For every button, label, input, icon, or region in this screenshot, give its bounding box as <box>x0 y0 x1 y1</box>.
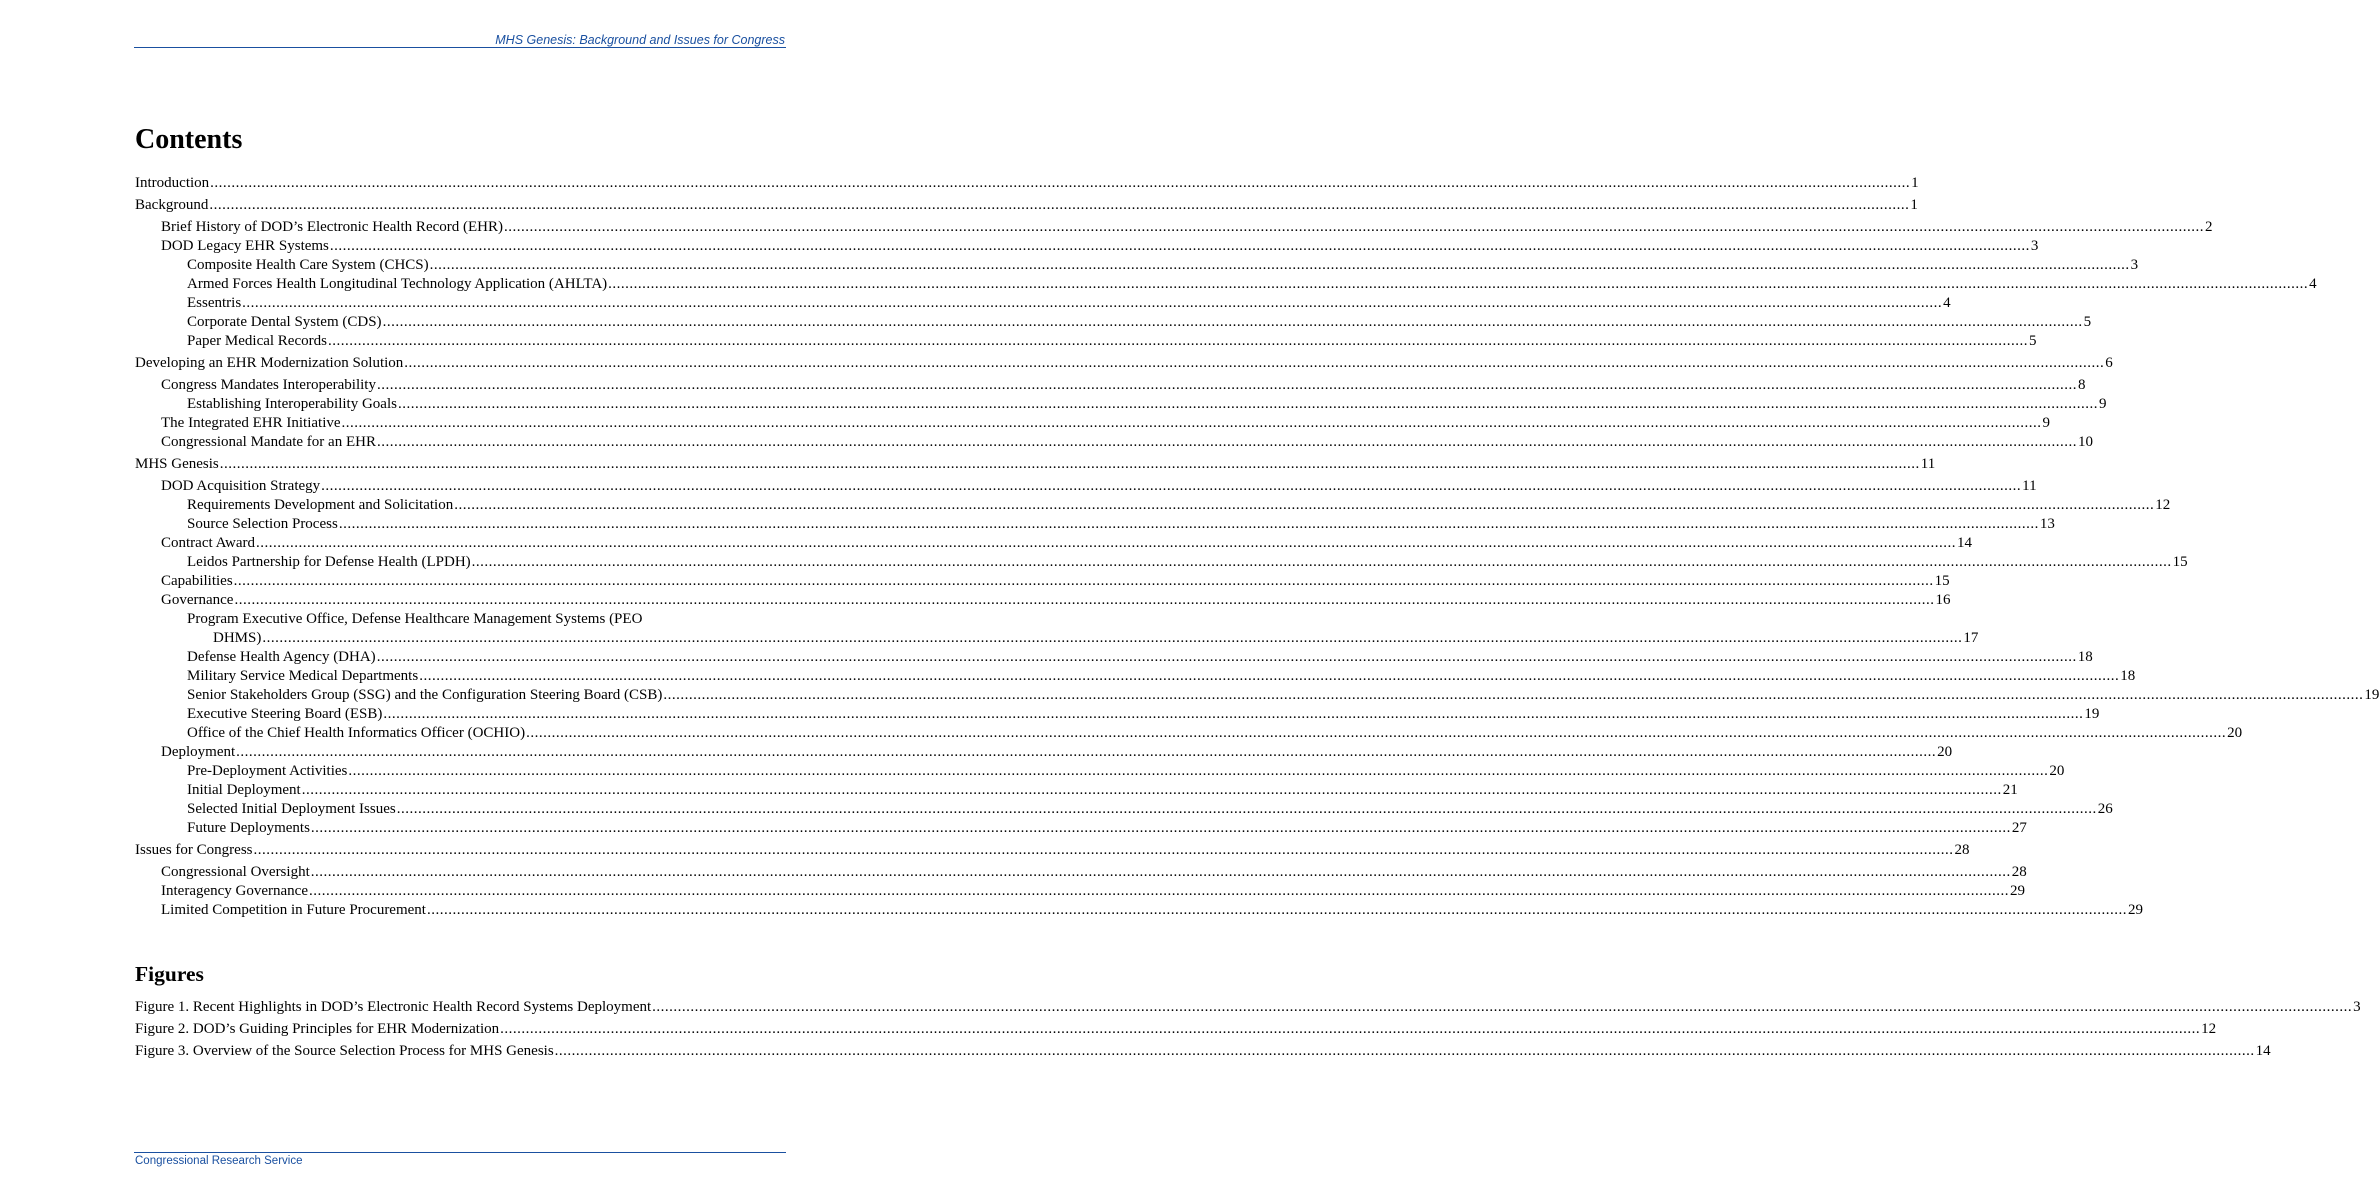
dot-leader: ................................................................................................................................................................................................................................................................................................................................................................................................................ <box>376 434 2077 450</box>
toc-entry-page[interactable]: 15 <box>2172 554 2188 570</box>
toc-entry-label[interactable]: Figure 3. Overview of the Source Selection Process for MHS Genesis <box>135 1043 554 1059</box>
toc-entry[interactable] <box>135 455 1936 474</box>
dot-leader: ................................................................................................................................................................................................................................................................................................................................................................................................................ <box>329 238 2030 254</box>
toc-entry[interactable] <box>135 313 2092 332</box>
toc-entry-page[interactable]: 10 <box>2077 434 2093 450</box>
dot-leader: ................................................................................................................................................................................................................................................................................................................................................................................................................ <box>500 1021 2201 1037</box>
dot-leader: ................................................................................................................................................................................................................................................................................................................................................................................................................ <box>397 396 2098 412</box>
toc-entry[interactable] <box>135 354 2113 373</box>
toc-entry[interactable] <box>135 275 2317 294</box>
toc-entry[interactable] <box>135 724 2243 743</box>
toc-entry-page[interactable]: 1 <box>1910 197 1918 213</box>
toc-entry-page[interactable]: 21 <box>2002 782 2018 798</box>
toc-entry-page[interactable]: 20 <box>2227 725 2243 741</box>
dot-leader: ................................................................................................................................................................................................................................................................................................................................................................................................................ <box>554 1043 2255 1059</box>
toc-entry-page[interactable]: 19 <box>2364 687 2379 703</box>
dot-leader: ................................................................................................................................................................................................................................................................................................................................................................................................................ <box>454 497 2155 513</box>
toc-entry-page[interactable]: 8 <box>2077 377 2086 393</box>
toc-entry-label[interactable]: Figure 2. DOD’s Guiding Principles for EHR Modernization <box>135 1021 500 1037</box>
toc-entry-label[interactable]: Program Executive Office, Defense Healthcare Management Systems (PEO <box>187 611 643 627</box>
dot-leader: ................................................................................................................................................................................................................................................................................................................................................................................................................ <box>382 314 2083 330</box>
toc-entry-page[interactable]: 3 <box>2030 238 2039 254</box>
dot-leader: ................................................................................................................................................................................................................................................................................................................................................................................................................ <box>253 842 1954 858</box>
toc-entry-label[interactable]: Congressional Oversight <box>161 864 310 880</box>
toc-entry[interactable] <box>135 395 2107 414</box>
toc-entry-label[interactable]: Limited Competition in Future Procurement <box>161 902 426 918</box>
footer-rule <box>134 1152 786 1153</box>
toc-entry-label[interactable]: Interagency Governance <box>161 883 308 899</box>
toc-entry-page[interactable]: 17 <box>1963 630 1979 646</box>
toc-entry-label[interactable]: Issues for Congress <box>135 842 253 858</box>
figure-entry[interactable] <box>135 998 2361 1017</box>
list-of-figures <box>135 998 2361 1064</box>
toc-entry-label[interactable]: Source Selection Process <box>187 516 338 532</box>
toc-entry-page[interactable]: 11 <box>2022 478 2037 494</box>
toc-entry-label[interactable]: Defense Health Agency (DHA) <box>187 649 376 665</box>
table-of-contents <box>135 174 2379 920</box>
toc-entry-page[interactable]: 20 <box>1937 744 1953 760</box>
toc-entry[interactable] <box>135 376 2086 395</box>
toc-entry-page[interactable]: 18 <box>2120 668 2136 684</box>
toc-entry-label[interactable]: The Integrated EHR Initiative <box>161 415 341 431</box>
dot-leader: ................................................................................................................................................................................................................................................................................................................................................................................................................ <box>426 902 2127 918</box>
dot-leader: ................................................................................................................................................................................................................................................................................................................................................................................................................ <box>310 864 2011 880</box>
toc-entry[interactable] <box>135 294 1951 313</box>
toc-entry-label[interactable]: Essentris <box>187 295 242 311</box>
toc-entry-label[interactable]: Capabilities <box>161 573 233 589</box>
toc-entry[interactable] <box>135 841 1970 860</box>
toc-entry-label[interactable]: Brief History of DOD’s Electronic Health Record (EHR) <box>161 219 503 235</box>
toc-entry-label[interactable]: Establishing Interoperability Goals <box>187 396 397 412</box>
toc-entry[interactable] <box>135 863 2027 882</box>
toc-entry[interactable] <box>135 705 2100 724</box>
dot-leader: ................................................................................................................................................................................................................................................................................................................................................................................................................ <box>309 883 2009 899</box>
dot-leader: ................................................................................................................................................................................................................................................................................................................................................................................................................ <box>348 763 2049 779</box>
toc-entry[interactable] <box>135 591 1951 610</box>
dot-leader: ................................................................................................................................................................................................................................................................................................................................................................................................................ <box>233 573 1934 589</box>
toc-entry-page[interactable]: 9 <box>2098 396 2107 412</box>
toc-entry-label[interactable]: Background <box>135 197 209 213</box>
toc-entry-label[interactable]: Office of the Chief Health Informatics Officer (OCHIO) <box>187 725 526 741</box>
figure-entry[interactable] <box>135 1020 2217 1039</box>
toc-entry-label[interactable]: Congressional Mandate for an EHR <box>161 434 376 450</box>
toc-entry[interactable] <box>135 477 2037 496</box>
dot-leader: ................................................................................................................................................................................................................................................................................................................................................................................................................ <box>652 999 2353 1015</box>
dot-leader: ................................................................................................................................................................................................................................................................................................................................................................................................................ <box>608 276 2309 292</box>
toc-entry-page[interactable]: 16 <box>1935 592 1951 608</box>
toc-entry[interactable] <box>135 648 2093 667</box>
dot-leader: ................................................................................................................................................................................................................................................................................................................................................................................................................ <box>341 415 2042 431</box>
toc-entry-page[interactable]: 27 <box>2011 820 2027 836</box>
toc-entry-page[interactable]: 14 <box>2255 1043 2271 1059</box>
toc-entry[interactable] <box>135 800 2113 819</box>
footer-org: Congressional Research Service <box>135 1155 303 1167</box>
toc-entry-page[interactable]: 29 <box>2010 883 2025 899</box>
dot-leader: ................................................................................................................................................................................................................................................................................................................................................................................................................ <box>383 706 2084 722</box>
dot-leader: ................................................................................................................................................................................................................................................................................................................................................................................................................ <box>256 535 1957 551</box>
toc-entry[interactable] <box>135 433 2093 452</box>
toc-entry-label[interactable]: Congress Mandates Interoperability <box>161 377 376 393</box>
toc-entry[interactable] <box>135 781 2018 800</box>
toc-entry[interactable] <box>135 762 2065 781</box>
toc-entry[interactable] <box>135 174 1919 193</box>
dot-leader: ................................................................................................................................................................................................................................................................................................................................................................................................................ <box>321 478 2022 494</box>
toc-entry[interactable] <box>135 218 2213 237</box>
toc-entry-page[interactable]: 12 <box>2201 1021 2217 1037</box>
toc-entry-label[interactable]: Senior Stakeholders Group (SSG) and the Configuration Steering Board (CSB) <box>187 687 663 703</box>
toc-entry[interactable] <box>135 901 2143 920</box>
toc-entry[interactable] <box>135 534 1973 553</box>
page-title: Contents <box>135 124 243 155</box>
toc-entry-label[interactable]: Developing an EHR Modernization Solution <box>135 355 404 371</box>
toc-entry-label[interactable]: Introduction <box>135 175 210 191</box>
toc-entry-page[interactable]: 3 <box>2130 257 2139 273</box>
dot-leader: ................................................................................................................................................................................................................................................................................................................................................................................................................ <box>219 456 1920 472</box>
toc-entry-page[interactable]: 5 <box>2028 333 2037 349</box>
dot-leader: ................................................................................................................................................................................................................................................................................................................................................................................................................ <box>376 649 2077 665</box>
toc-entry-page[interactable]: 19 <box>2084 706 2100 722</box>
dot-leader: ................................................................................................................................................................................................................................................................................................................................................................................................................ <box>526 725 2227 741</box>
toc-entry[interactable] <box>135 819 2027 838</box>
dot-leader: ................................................................................................................................................................................................................................................................................................................................................................................................................ <box>301 782 2002 798</box>
header-rule <box>134 47 786 48</box>
toc-entry-label[interactable]: Initial Deployment <box>187 782 301 798</box>
dot-leader: ................................................................................................................................................................................................................................................................................................................................................................................................................ <box>210 175 1911 191</box>
toc-entry-page[interactable]: 2 <box>2205 219 2213 235</box>
toc-entry-page[interactable]: 14 <box>1957 535 1973 551</box>
toc-entry-label[interactable]: MHS Genesis <box>135 456 219 472</box>
figures-heading: Figures <box>135 962 204 986</box>
toc-entry-label-continued[interactable]: DHMS) <box>213 630 262 646</box>
toc-entry[interactable] <box>135 332 2037 351</box>
toc-entry-page[interactable]: 15 <box>1934 573 1950 589</box>
toc-entry-label[interactable]: Corporate Dental System (CDS) <box>187 314 382 330</box>
dot-leader: ................................................................................................................................................................................................................................................................................................................................................................................................................ <box>242 295 1943 311</box>
toc-entry-page[interactable]: 4 <box>2309 276 2317 292</box>
toc-entry[interactable] <box>135 667 2136 686</box>
toc-entry-label[interactable]: DOD Legacy EHR Systems <box>161 238 329 254</box>
dot-leader: ................................................................................................................................................................................................................................................................................................................................................................................................................ <box>404 355 2105 371</box>
toc-entry-page[interactable]: 6 <box>2105 355 2113 371</box>
toc-entry-page[interactable]: 1 <box>1911 175 1919 191</box>
dot-leader: ................................................................................................................................................................................................................................................................................................................................................................................................................ <box>310 820 2011 836</box>
toc-entry-page[interactable]: 13 <box>2039 516 2055 532</box>
toc-entry[interactable] <box>135 743 1953 762</box>
dot-leader: ................................................................................................................................................................................................................................................................................................................................................................................................................ <box>471 554 2172 570</box>
toc-entry[interactable] <box>135 414 2051 433</box>
dot-leader: ................................................................................................................................................................................................................................................................................................................................................................................................................ <box>429 257 2130 273</box>
toc-entry-label[interactable]: Composite Health Care System (CHCS) <box>187 257 429 273</box>
toc-entry[interactable] <box>135 686 2379 705</box>
toc-entry-page[interactable]: 18 <box>2077 649 2093 665</box>
toc-entry-page[interactable]: 28 <box>2011 864 2027 880</box>
dot-leader: ................................................................................................................................................................................................................................................................................................................................................................................................................ <box>663 687 2364 703</box>
figure-entry[interactable] <box>135 1042 2271 1061</box>
toc-entry-page[interactable]: 26 <box>2097 801 2113 817</box>
dot-leader: ................................................................................................................................................................................................................................................................................................................................................................................................................ <box>376 377 2077 393</box>
toc-entry[interactable] <box>135 610 1979 648</box>
dot-leader: ................................................................................................................................................................................................................................................................................................................................................................................................................ <box>419 668 2120 684</box>
toc-entry-label[interactable]: Future Deployments <box>187 820 310 836</box>
dot-leader: ................................................................................................................................................................................................................................................................................................................................................................................................................ <box>396 801 2097 817</box>
dot-leader: ................................................................................................................................................................................................................................................................................................................................................................................................................ <box>327 333 2028 349</box>
toc-entry-page[interactable]: 4 <box>1943 295 1951 311</box>
toc-entry[interactable] <box>135 496 2171 515</box>
toc-entry[interactable] <box>135 553 2188 572</box>
toc-entry[interactable] <box>135 237 2039 256</box>
running-header: MHS Genesis: Background and Issues for Congress <box>495 33 785 47</box>
toc-entry-page[interactable]: 9 <box>2042 415 2051 431</box>
toc-entry-label[interactable]: Selected Initial Deployment Issues <box>187 801 396 817</box>
toc-entry-page[interactable]: 28 <box>1954 842 1970 858</box>
toc-entry-label[interactable]: Executive Steering Board (ESB) <box>187 706 383 722</box>
dot-leader: ................................................................................................................................................................................................................................................................................................................................................................................................................ <box>209 197 1910 213</box>
toc-entry-page[interactable]: 29 <box>2127 902 2143 918</box>
toc-entry-page[interactable]: 11 <box>1920 456 1936 472</box>
dot-leader: ................................................................................................................................................................................................................................................................................................................................................................................................................ <box>234 592 1935 608</box>
toc-entry-label[interactable]: Military Service Medical Departments <box>187 668 419 684</box>
toc-entry[interactable] <box>135 256 2139 275</box>
dot-leader: ................................................................................................................................................................................................................................................................................................................................................................................................................ <box>504 219 2204 235</box>
toc-entry[interactable] <box>135 882 2025 901</box>
toc-entry-label[interactable]: Contract Award <box>161 535 256 551</box>
toc-entry[interactable] <box>135 515 2055 534</box>
toc-entry-label[interactable]: Deployment <box>161 744 236 760</box>
toc-entry-page[interactable]: 12 <box>2155 497 2171 513</box>
toc-entry[interactable] <box>135 196 1918 215</box>
toc-entry-label[interactable]: Leidos Partnership for Defense Health (LPDH) <box>187 554 471 570</box>
dot-leader: ................................................................................................................................................................................................................................................................................................................................................................................................................ <box>338 516 2039 532</box>
toc-entry-label[interactable]: Figure 1. Recent Highlights in DOD’s Electronic Health Record Systems Deployment <box>135 999 652 1015</box>
toc-entry-label[interactable]: Armed Forces Health Longitudinal Technology Application (AHLTA) <box>187 276 608 292</box>
dot-leader: ................................................................................................................................................................................................................................................................................................................................................................................................................ <box>262 630 1963 646</box>
toc-entry-label[interactable]: Pre-Deployment Activities <box>187 763 348 779</box>
toc-entry-page[interactable]: 20 <box>2049 763 2065 779</box>
toc-entry[interactable] <box>135 572 1950 591</box>
toc-entry-page[interactable]: 5 <box>2083 314 2092 330</box>
toc-entry-label[interactable]: Paper Medical Records <box>187 333 327 349</box>
toc-entry-page[interactable]: 3 <box>2353 999 2361 1015</box>
toc-entry-label[interactable]: Governance <box>161 592 234 608</box>
toc-entry-label[interactable]: Requirements Development and Solicitation <box>187 497 454 513</box>
toc-entry-label[interactable]: DOD Acquisition Strategy <box>161 478 321 494</box>
dot-leader: ................................................................................................................................................................................................................................................................................................................................................................................................................ <box>236 744 1937 760</box>
